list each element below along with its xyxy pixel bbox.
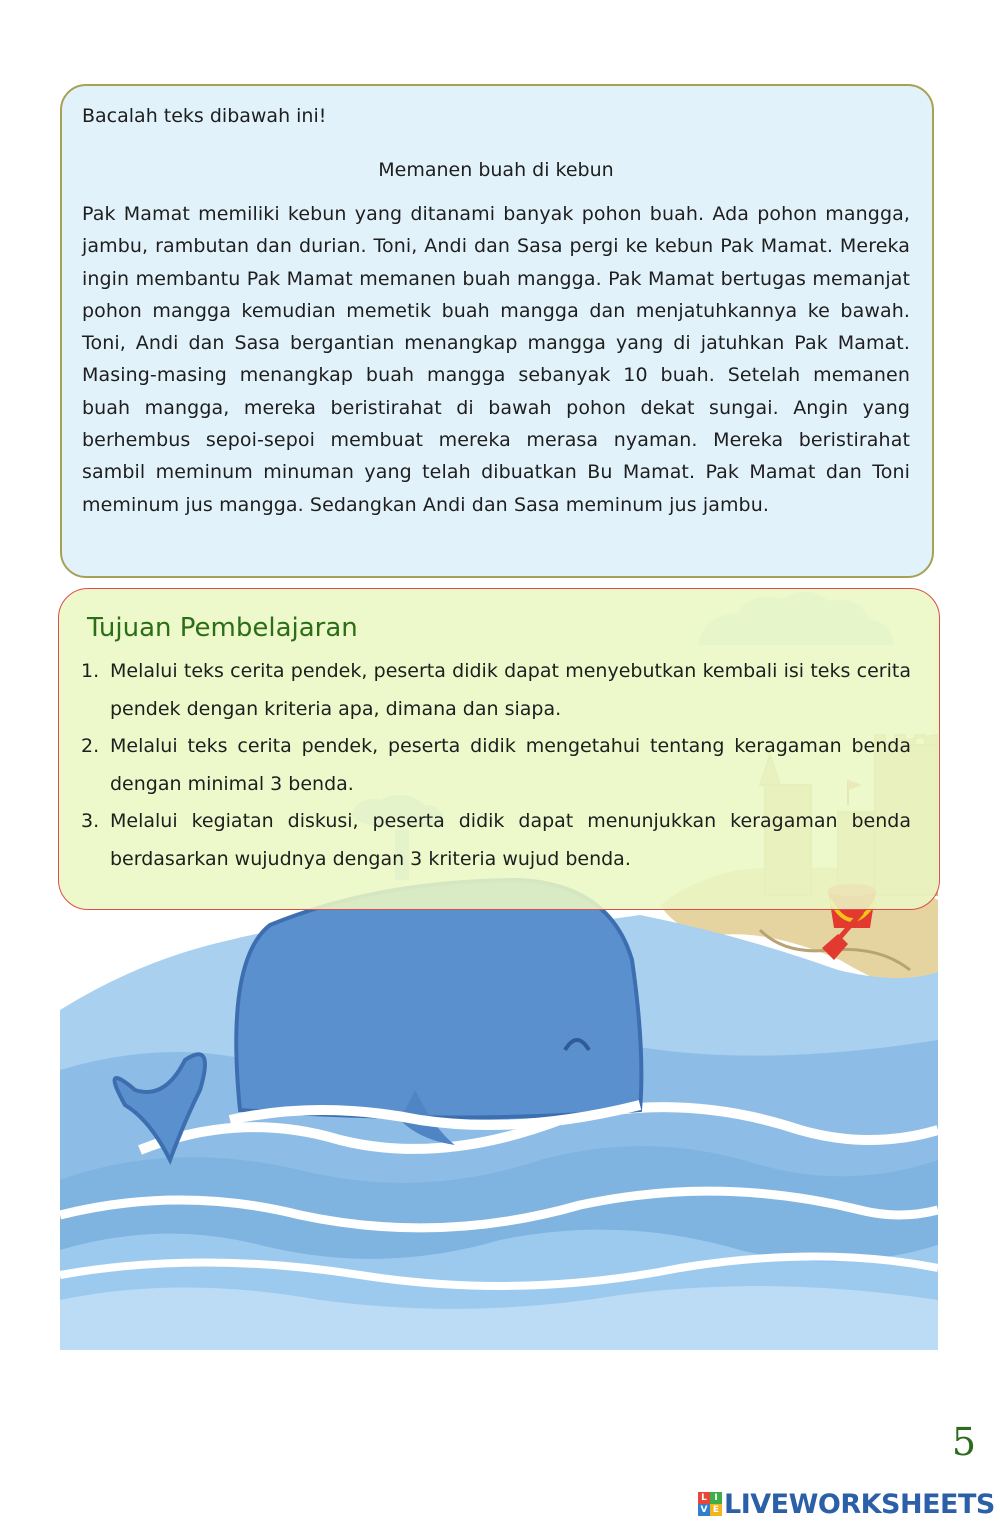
reading-text-box <box>60 84 934 578</box>
liveworksheets-icon: L I V E <box>698 1492 722 1516</box>
learning-objectives-box <box>58 588 940 910</box>
instruction: Bacalah teks dibawah ini! <box>82 105 327 127</box>
page-number: 5 <box>951 1420 976 1464</box>
learning-objectives-list <box>81 653 911 878</box>
brand-name: LIVEWORKSHEETS <box>724 1488 995 1520</box>
item-text: Melalui kegiatan diskusi, peserta didik dapat menunjukkan keragaman benda berdasarkan wujudnya dengan 3 kriteria wujud benda. <box>110 810 911 870</box>
item-text: Melalui teks cerita pendek, peserta didik dapat menyebutkan kembali isi teks cerita pendek dengan kriteria apa, dimana dan siapa. <box>110 660 911 720</box>
learning-objectives-title: Tujuan Pembelajaran <box>87 613 358 643</box>
story-title: Memanen buah di kebun <box>378 159 614 181</box>
item-text: Melalui teks cerita pendek, peserta didik mengetahui tentang keragaman benda dengan minimal 3 benda. <box>110 735 911 795</box>
liveworksheets-logo[interactable] <box>698 1488 995 1520</box>
item-number: 2. <box>81 735 100 757</box>
story-text: Pak Mamat memiliki kebun yang ditanami banyak pohon buah. Ada pohon mangga, jambu, rambutan dan durian. Toni, Andi dan Sasa pergi ke kebun Pak Mamat. Mereka ingin membantu Pak Mamat memanen buah mangga. Pak Mamat bertugas memanjat pohon mangga kemudian memetik buah mangga dan menjatuhkannya ke bawah. Toni, Andi dan Sasa bergantian menangkap mangga yang di jatuhkan Pak Mamat. Masing-masing menangkap buah mangga sebanyak 10 buah. Setelah memanen buah mangga, mereka beristirahat di bawah pohon dekat sungai. Angin yang berhembus sepoi-sepoi membuat mereka merasa nyaman. Mereka beristirahat sambil meminum minuman yang telah dibuatkan Bu Mamat. Pak Mamat dan Toni meminum jus mangga. Sedangkan Andi dan Sasa meminum jus jambu. <box>82 203 910 516</box>
item-number: 3. <box>81 810 100 832</box>
list-item <box>81 803 911 878</box>
list-item <box>81 653 911 728</box>
item-number: 1. <box>81 660 100 682</box>
list-item <box>81 728 911 803</box>
